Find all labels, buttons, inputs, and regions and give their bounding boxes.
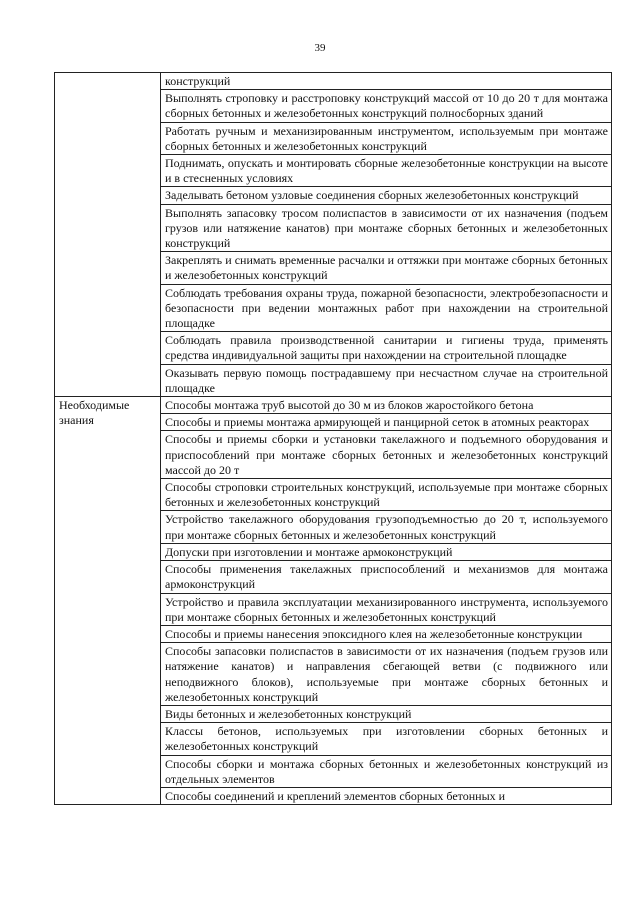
knowledge-item: Допуски при изготовлении и монтаже армоконструкций — [161, 543, 612, 560]
knowledge-item: Устройство и правила эксплуатации механизированного инструмента, используемого при монтаже сборных бетонных и железобетонных конструкций — [161, 593, 612, 625]
skills-item: Работать ручным и механизированным инструментом, используемым при монтаже сборных бетонных и железобетонных конструкций — [161, 122, 612, 154]
knowledge-item: Классы бетонов, используемых при изготовлении сборных бетонных и железобетонных конструкций — [161, 723, 612, 755]
knowledge-item: Способы и приемы монтажа армирующей и панцирной сеток в атомных реакторах — [161, 414, 612, 431]
skills-label-cell — [55, 73, 161, 397]
skills-item: Поднимать, опускать и монтировать сборные железобетонные конструкции на высоте и в стесненных условиях — [161, 155, 612, 187]
knowledge-item: Способы запасовки полиспастов в зависимости от их назначения (подъем грузов или натяжение канатов) и направления сбегающей ветви (с подвижного или неподвижного блоков), используемые при монтаже сборных бетонных и железобетонных конструкций — [161, 643, 612, 706]
knowledge-label-cell: Необходимые знания — [55, 397, 161, 805]
knowledge-item: Способы монтажа труб высотой до 30 м из блоков жаростойкого бетона — [161, 397, 612, 414]
skills-item: Выполнять запасовку тросом полиспастов в зависимости от их назначения (подъем грузов или натяжение канатов) при монтаже сборных бетонных и железобетонных конструкций — [161, 204, 612, 252]
knowledge-item: Устройство такелажного оборудования грузоподъемностью до 20 т, используемого при монтаже сборных бетонных и железобетонных конструкций — [161, 511, 612, 543]
page-number: 39 — [314, 42, 326, 54]
requirements-table — [54, 72, 612, 805]
skills-item: конструкций — [161, 73, 612, 90]
knowledge-item: Способы применения такелажных приспособлений и механизмов для монтажа армоконструкций — [161, 561, 612, 593]
knowledge-item: Виды бетонных и железобетонных конструкций — [161, 705, 612, 722]
skills-item: Выполнять строповку и расстроповку конструкций массой от 10 до 20 т для монтажа сборных бетонных и железобетонных конструкций полносборных зданий — [161, 90, 612, 122]
skills-item: Соблюдать правила производственной санитарии и гигиены труда, применять средства индивидуальной защиты при нахождении на строительной площадке — [161, 332, 612, 364]
knowledge-item: Способы строповки строительных конструкций, используемые при монтаже сборных бетонных и железобетонных конструкций — [161, 479, 612, 511]
knowledge-item: Способы сборки и монтажа сборных бетонных и железобетонных конструкций из отдельных элементов — [161, 755, 612, 787]
knowledge-item: Способы соединений и креплений элементов сборных бетонных и — [161, 787, 612, 804]
knowledge-row — [55, 397, 612, 414]
skills-item: Закреплять и снимать временные расчалки и оттяжки при монтаже сборных бетонных и железобетонных конструкций — [161, 252, 612, 284]
knowledge-item: Способы и приемы сборки и установки такелажного и подъемного оборудования и приспособлений при монтаже сборных бетонных и железобетонных конструкций массой до 20 т — [161, 431, 612, 479]
requirements-table-body — [55, 73, 612, 805]
skills-item: Оказывать первую помощь пострадавшему при несчастном случае на строительной площадке — [161, 364, 612, 396]
skills-row — [55, 73, 612, 90]
skills-item: Соблюдать требования охраны труда, пожарной безопасности, электробезопасности и безопасности при ведении монтажных работ при нахождении на строительной площадке — [161, 284, 612, 332]
skills-item: Заделывать бетоном узловые соединения сборных железобетонных конструкций — [161, 187, 612, 204]
knowledge-item: Способы и приемы нанесения эпоксидного клея на железобетонные конструкции — [161, 625, 612, 642]
